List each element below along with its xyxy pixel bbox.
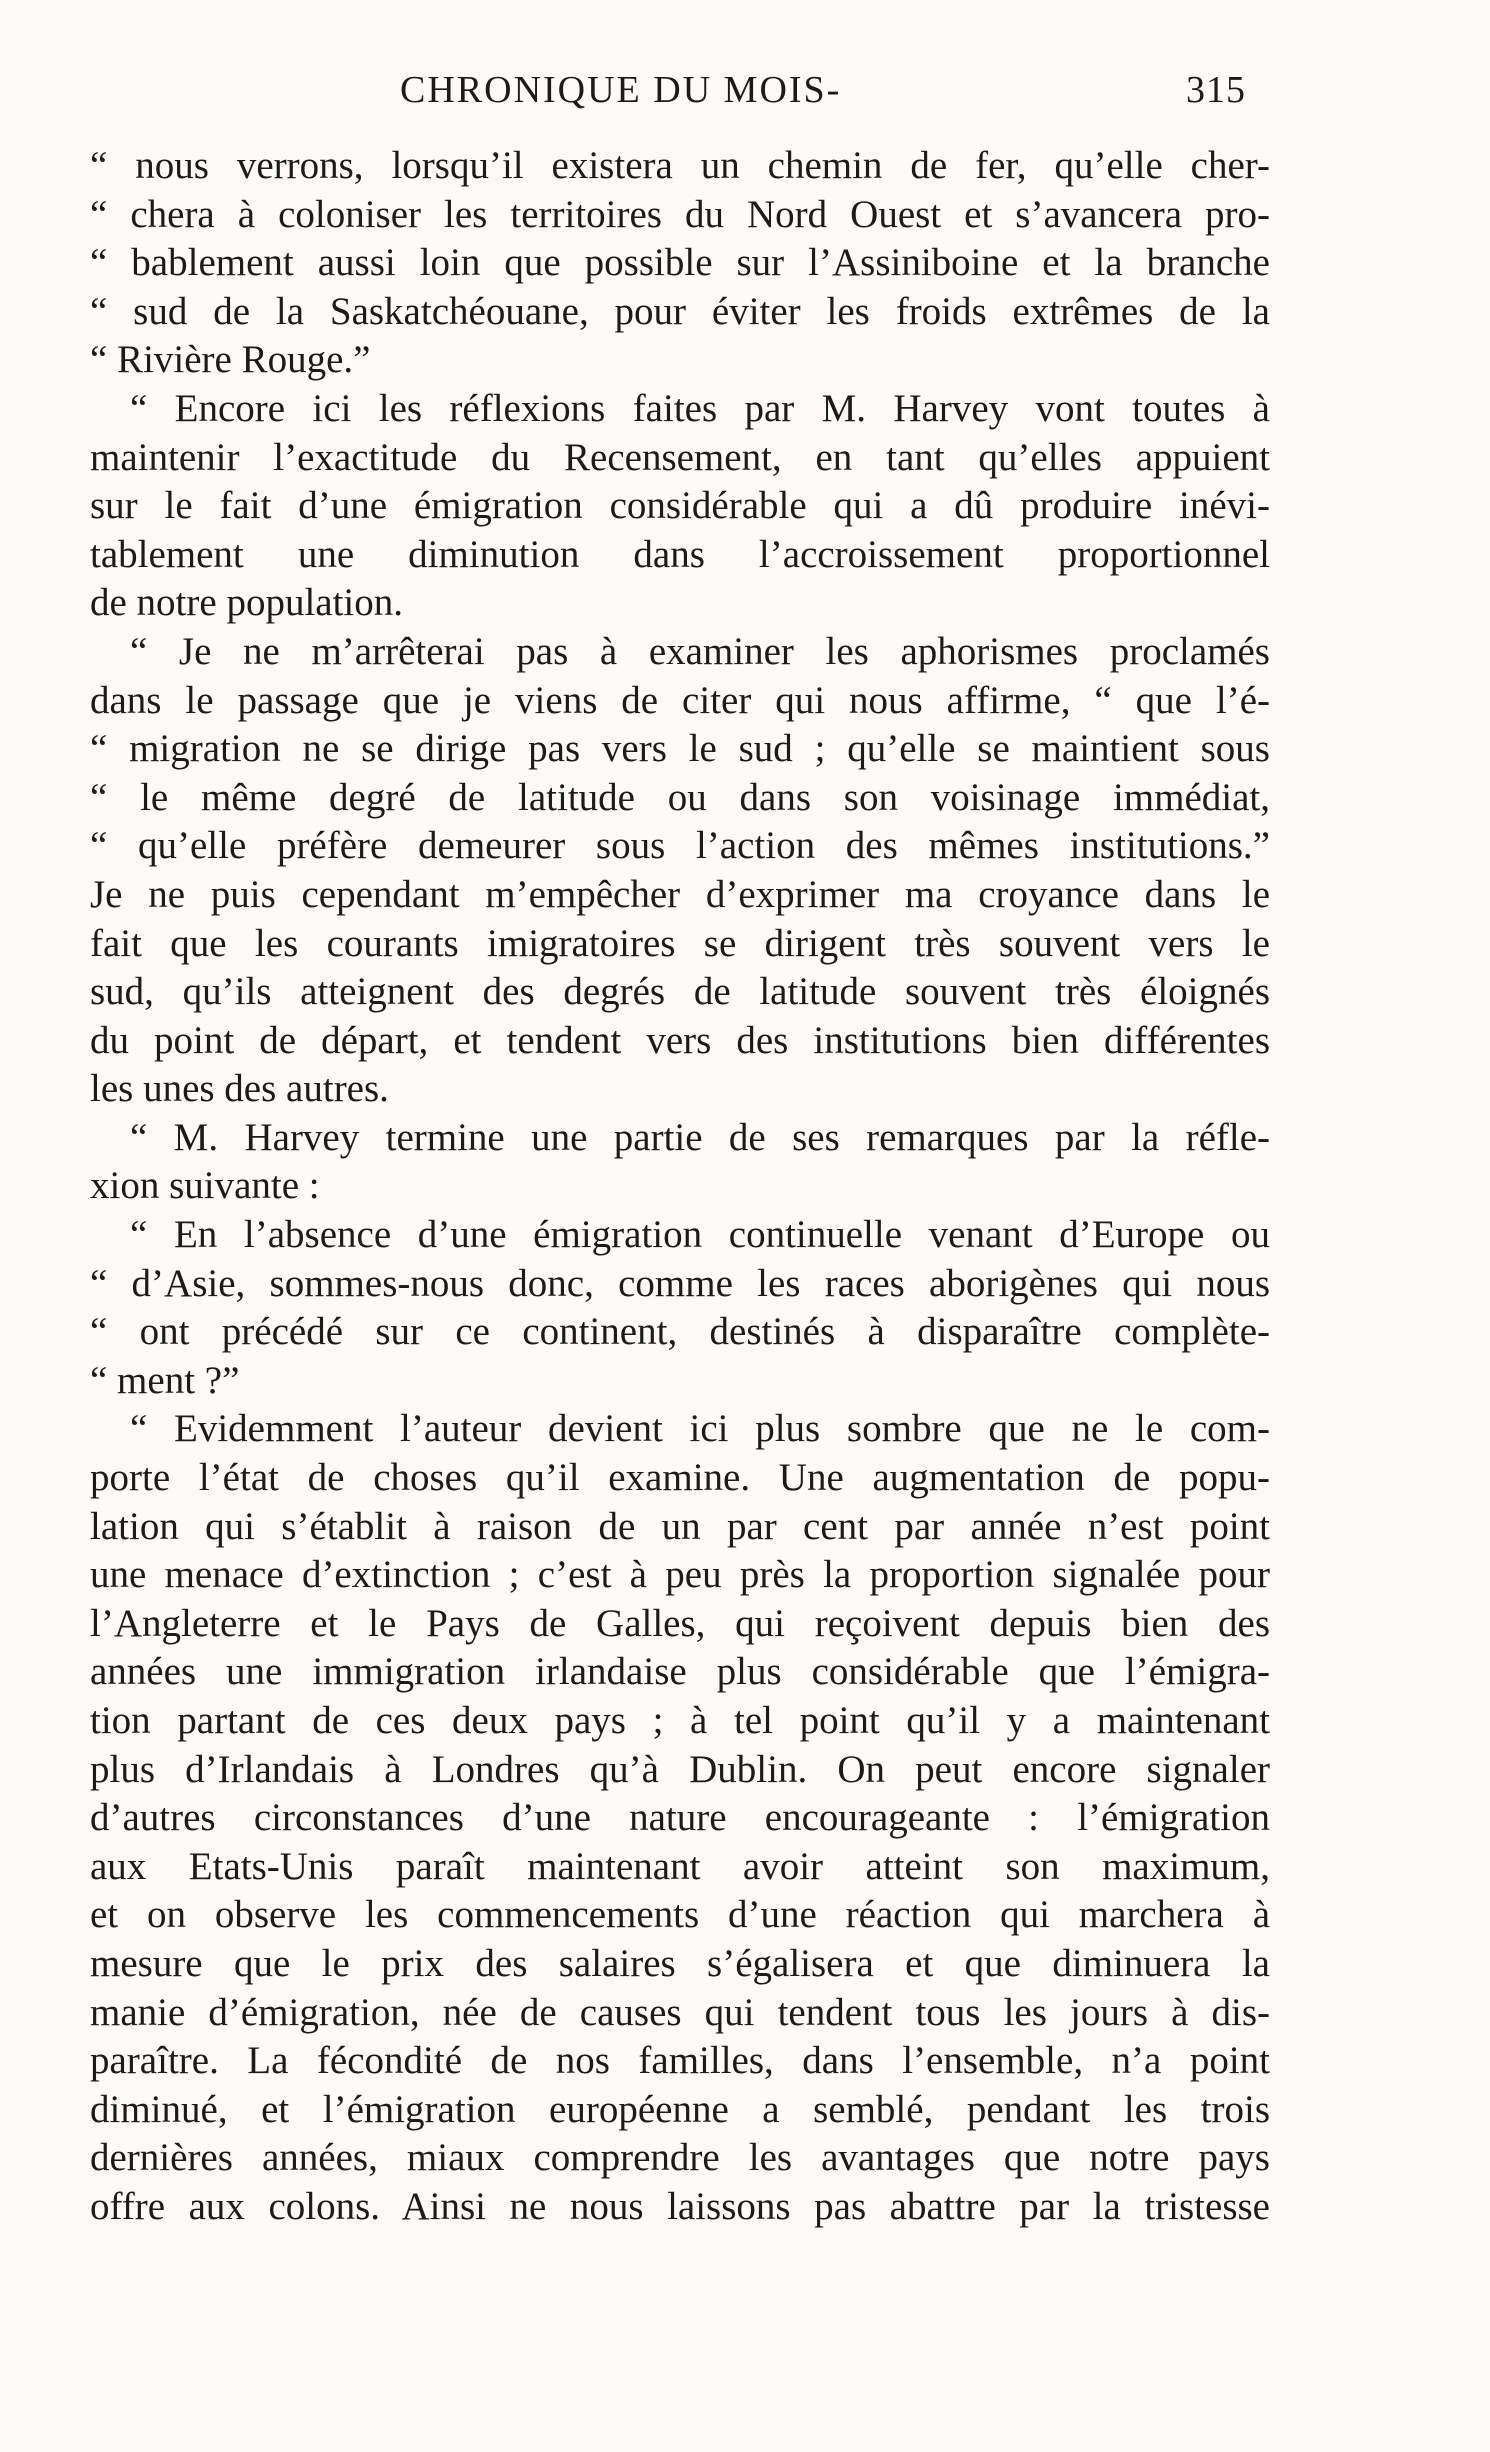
text-line: “ chera à coloniser les territoires du Nord Ouest et s’avancera pro-	[90, 192, 1270, 236]
text-line: maintenir l’exactitude du Recensement, en tant qu’elles appuient	[90, 435, 1270, 479]
paragraph-start-line: “ Evidemment l’auteur devient ici plus sombre que ne le com-	[130, 1407, 1270, 1451]
text-line: sud, qu’ils atteignent des degrés de latitude souvent très éloignés	[90, 970, 1270, 1014]
text-line: porte l’état de choses qu’il examine. Une augmentation de popu-	[90, 1456, 1270, 1500]
text-line: xion suivante :	[90, 1164, 320, 1208]
paragraph-start-line: “ M. Harvey termine une partie de ses remarques par la réfle-	[130, 1115, 1270, 1159]
text-line: Je ne puis cependant m’empêcher d’exprimer ma croyance dans le	[90, 872, 1270, 916]
text-line: une menace d’extinction ; c’est à peu près la proportion signalée pour	[90, 1553, 1270, 1597]
text-line: fait que les courants imigratoires se dirigent très souvent vers le	[90, 921, 1270, 965]
text-line: “ bablement aussi loin que possible sur l’Assiniboine et la branche	[90, 241, 1270, 285]
text-line: tion partant de ces deux pays ; à tel point qu’il y a maintenant	[90, 1699, 1270, 1742]
running-header	[0, 64, 1490, 116]
text-line: “ qu’elle préfère demeurer sous l’action des mêmes institutions.”	[90, 824, 1270, 868]
text-line: l’Angleterre et le Pays de Galles, qui reçoivent depuis bien des	[90, 1601, 1270, 1645]
text-line: manie d’émigration, née de causes qui tendent tous les jours à dis-	[90, 1990, 1270, 2034]
text-line: aux Etats-Unis paraît maintenant avoir atteint son maximum,	[90, 1844, 1270, 1888]
text-line: “ d’Asie, sommes-nous donc, comme les races aborigènes qui nous	[90, 1261, 1270, 1305]
text-line: offre aux colons. Ainsi ne nous laissons pas abattre par la tristesse	[90, 2184, 1270, 2228]
text-line: “ ment ?”	[90, 1358, 240, 1402]
page-number: 315	[1186, 69, 1246, 111]
text-line: tablement une diminution dans l’accroissement proportionnel	[90, 532, 1270, 576]
text-line: “ migration ne se dirige pas vers le sud ; qu’elle se maintient sous	[90, 727, 1270, 771]
text-line: plus d’Irlandais à Londres qu’à Dublin. On peut encore signaler	[90, 1747, 1270, 1791]
text-line: “ Rivière Rouge.”	[90, 338, 371, 382]
text-line: dernières années, miaux comprendre les avantages que notre pays	[90, 2136, 1270, 2180]
text-line: “ nous verrons, lorsqu’il existera un chemin de fer, qu’elle cher-	[90, 144, 1270, 187]
text-line: de notre population.	[90, 581, 404, 625]
text-line: diminué, et l’émigration européenne a semblé, pendant les trois	[90, 2087, 1270, 2131]
text-line: du point de départ, et tendent vers des institutions bien différentes	[90, 1018, 1270, 1062]
text-line: “ sud de la Saskatchéouane, pour éviter les froids extrêmes de la	[90, 289, 1270, 333]
text-line: “ le même degré de latitude ou dans son voisinage immédiat,	[90, 775, 1270, 819]
text-line: lation qui s’établit à raison de un par cent par année n’est point	[90, 1504, 1270, 1548]
paragraph-start-line: “ Encore ici les réflexions faites par M. Harvey vont toutes à	[130, 386, 1270, 430]
text-line: mesure que le prix des salaires s’égalisera et que diminuera la	[90, 1941, 1270, 1985]
running-header-title: CHRONIQUE DU MOIS-	[400, 69, 842, 111]
text-line: et on observe les commencements d’une réaction qui marchera à	[90, 1893, 1270, 1937]
text-line: années une immigration irlandaise plus considérable que l’émigra-	[90, 1650, 1270, 1694]
paragraph-start-line: “ Je ne m’arrêterai pas à examiner les aphorismes proclamés	[130, 629, 1270, 673]
text-line: dans le passage que je viens de citer qui nous affirme, “ que l’é-	[90, 678, 1270, 722]
text-line: “ ont précédé sur ce continent, destinés à disparaître complète-	[90, 1310, 1270, 1354]
text-line: sur le fait d’une émigration considérable qui a dû produire inévi-	[90, 484, 1270, 528]
quotation-start-line: “ En l’absence d’une émigration continuelle venant d’Europe ou	[130, 1213, 1270, 1257]
body-text	[90, 142, 1270, 2232]
text-line: paraître. La fécondité de nos familles, dans l’ensemble, n’a point	[90, 2039, 1270, 2083]
text-line: d’autres circonstances d’une nature encourageante : l’émigration	[90, 1796, 1270, 1840]
text-line: les unes des autres.	[90, 1067, 389, 1111]
